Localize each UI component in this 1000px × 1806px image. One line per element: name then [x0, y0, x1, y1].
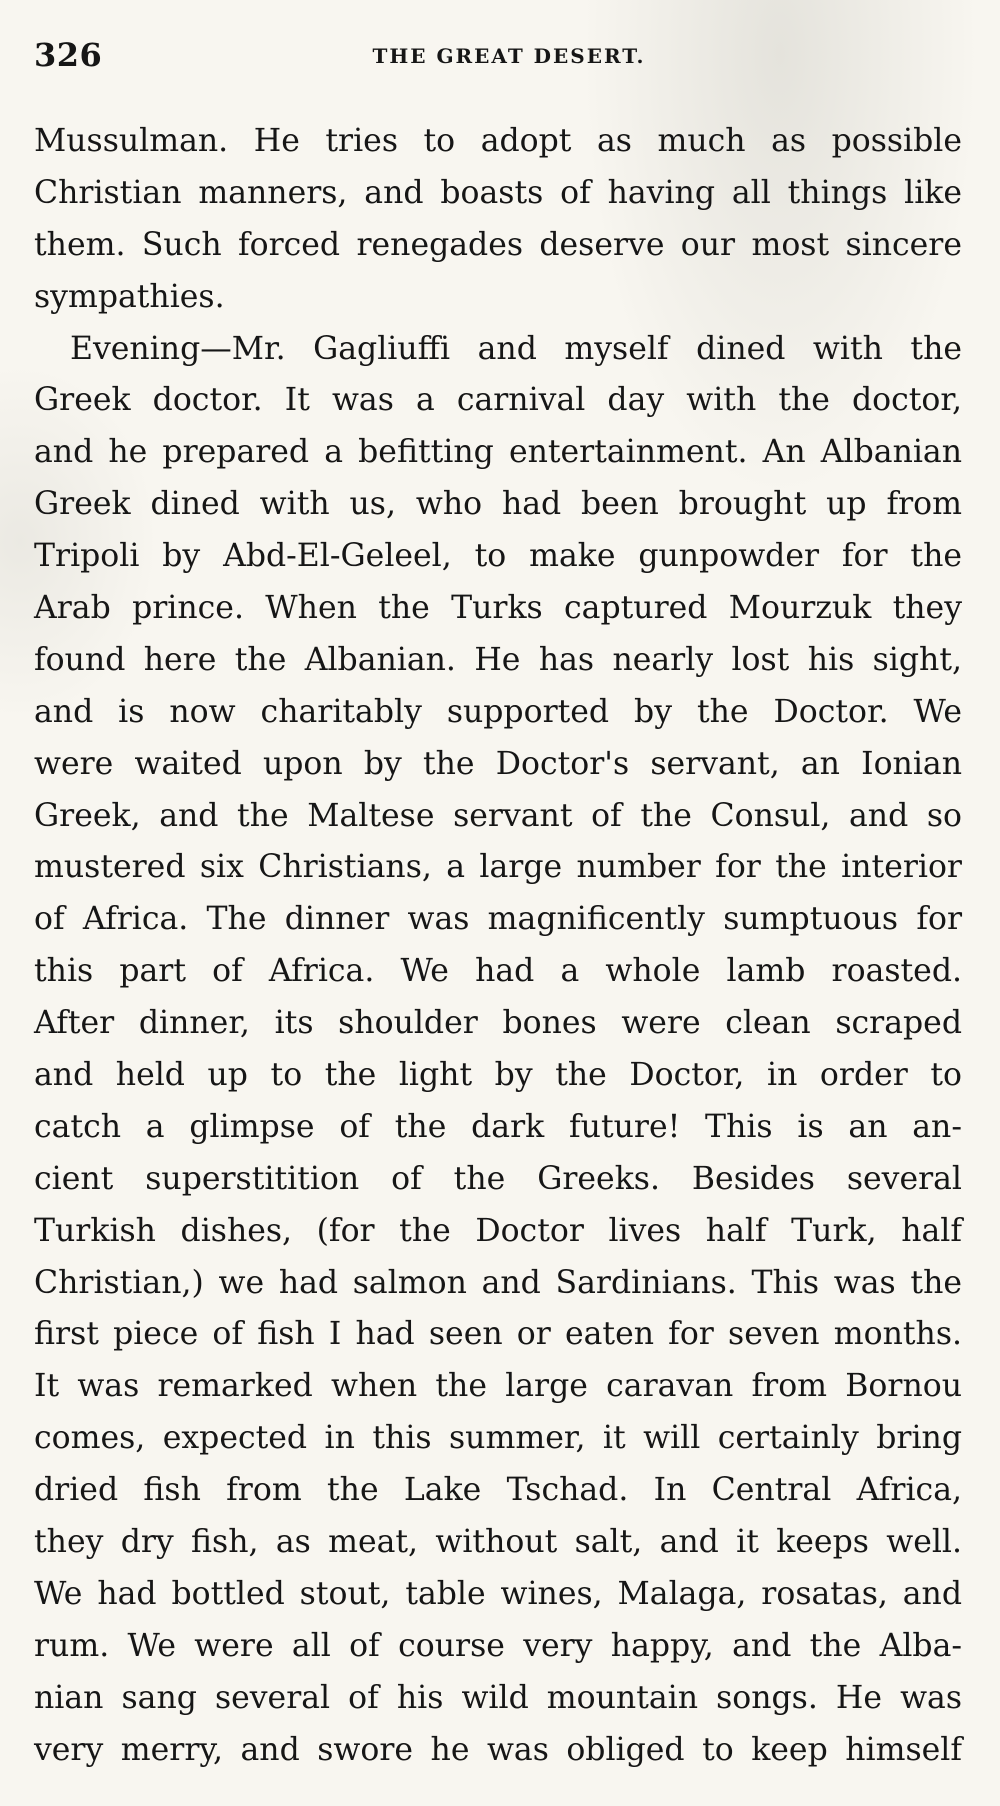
text-line: were waited upon by the Doctor's servant, an Ionian	[34, 745, 962, 782]
text-line: Christian,) we had salmon and Sardinians. This was the	[34, 1264, 962, 1301]
text-line: of Africa. The dinner was magnificently sumptuous for	[34, 901, 962, 938]
text-line: catch a glimpse of the dark future! This is an an-	[34, 1108, 962, 1145]
body-text	[34, 116, 962, 1777]
text-line: this part of Africa. We had a whole lamb roasted.	[34, 953, 962, 990]
text-line: and is now charitably supported by the Doctor. We	[34, 693, 962, 730]
text-line: Arab prince. When the Turks captured Mourzuk they	[34, 590, 962, 627]
text-line: comes, expected in this summer, it will certainly bring	[34, 1420, 962, 1457]
text-line: mustered six Christians, a large number for the interior	[34, 849, 962, 886]
text-line: Tripoli by Abd-El-Geleel, to make gunpowder for the	[34, 538, 962, 575]
text-line: and he prepared a befitting entertainment. An Albanian	[34, 434, 962, 471]
text-line: Greek doctor. It was a carnival day with the doctor,	[34, 382, 962, 419]
text-line: Mussulman. He tries to adopt as much as possible	[34, 123, 962, 159]
text-line: After dinner, its shoulder bones were clean scraped	[34, 1005, 962, 1042]
text-line: Evening—Mr. Gagliuffi and myself dined with the	[70, 330, 962, 367]
text-line: rum. We were all of course very happy, and the Alba-	[34, 1627, 962, 1664]
text-line: very merry, and swore he was obliged to keep himself	[34, 1731, 962, 1768]
text-line: We had bottled stout, table wines, Malaga, rosatas, and	[34, 1575, 962, 1612]
text-line: first piece of fish I had seen or eaten for seven months.	[34, 1316, 962, 1353]
text-line: Turkish dishes, (for the Doctor lives half Turk, half	[34, 1212, 962, 1249]
text-line: dried fish from the Lake Tschad. In Central Africa,	[34, 1472, 962, 1509]
text-line: sympathies.	[34, 278, 225, 315]
page-header	[34, 36, 964, 76]
text-line: nian sang several of his wild mountain songs. He was	[34, 1679, 962, 1716]
text-line: found here the Albanian. He has nearly lost his sight,	[34, 641, 962, 678]
text-line: cient superstitition of the Greeks. Besides several	[34, 1160, 962, 1197]
text-line: Christian manners, and boasts of having all things like	[34, 174, 962, 211]
text-line: It was remarked when the large caravan from Bornou	[34, 1368, 962, 1405]
text-line: them. Such forced renegades deserve our most sincere	[34, 226, 962, 263]
text-line: and held up to the light by the Doctor, in order to	[34, 1057, 962, 1094]
text-line: Greek dined with us, who had been brought up from	[34, 486, 962, 523]
page-number: 326	[34, 36, 103, 74]
text-line: Greek, and the Maltese servant of the Consul, and so	[34, 797, 962, 834]
running-title: THE GREAT DESERT.	[372, 44, 646, 68]
text-line: they dry fish, as meat, without salt, and it keeps well.	[34, 1524, 962, 1561]
